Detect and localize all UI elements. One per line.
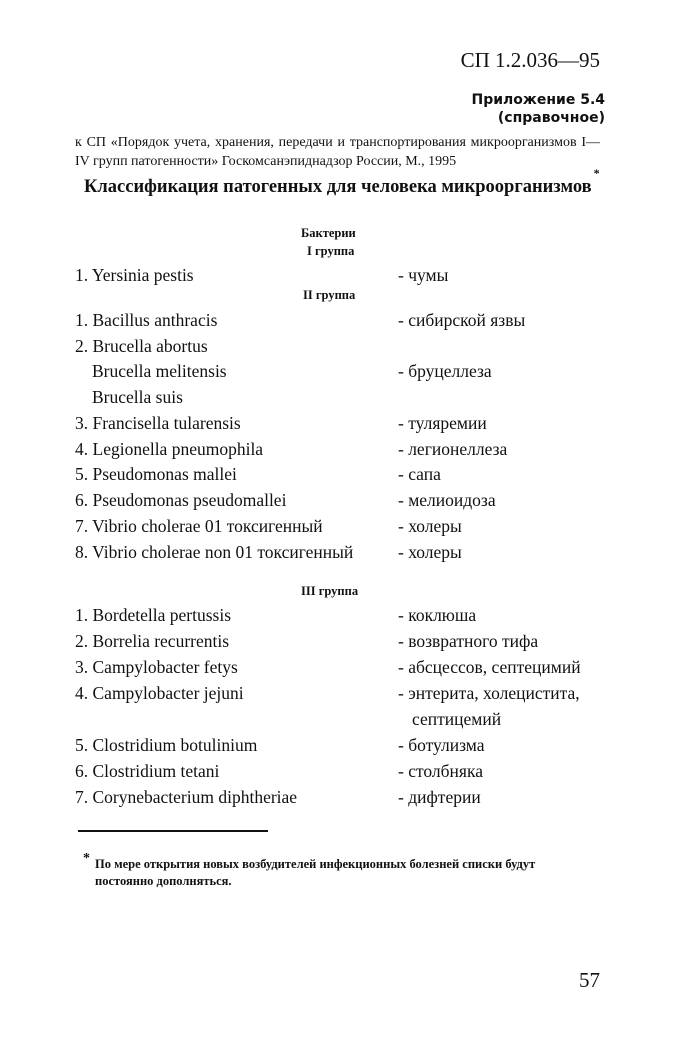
- list-item-name: 7. Vibrio cholerae 01 токсигенный: [75, 516, 323, 536]
- list-item-name: 4. Legionella pneumophila: [75, 439, 264, 459]
- list-item-disease: - туляремии: [398, 413, 487, 433]
- list-item-disease: септицемий: [412, 709, 502, 729]
- appendix-title: Приложение 5.4: [471, 92, 605, 108]
- list-item-disease: - сапа: [398, 464, 441, 484]
- list-item-name: 8. Vibrio cholerae non 01 токсигенный: [75, 542, 354, 562]
- page-title-text: Классификация патогенных для человека микроорганизмов: [84, 177, 592, 198]
- list-item-disease: - ботулизма: [398, 735, 485, 755]
- footnote-divider: [78, 830, 268, 832]
- list-item-disease: - бруцеллеза: [398, 361, 492, 381]
- list-item-disease: - возвратного тифа: [398, 631, 539, 651]
- list-item-disease: - чумы: [398, 265, 449, 285]
- list-item-name: 6. Clostridium tetani: [75, 761, 220, 781]
- reference-text: к СП «Порядок учета, хранения, передачи и транспортирования микроорганизмов I—IV групп патогенности» Госкомсанэпиднадзор России, М., 1995: [75, 135, 600, 169]
- list-item-disease: - мелиоидоза: [398, 490, 496, 510]
- list-item-disease: - холеры: [398, 516, 462, 536]
- footnote-star: *: [83, 851, 90, 866]
- list-item-name: Brucella melitensis: [92, 361, 227, 381]
- list-item-disease: - сибирской язвы: [398, 310, 526, 330]
- list-item-name: 5. Pseudomonas mallei: [75, 464, 237, 484]
- list-item-disease: - холеры: [398, 542, 462, 562]
- list-item-name: 2. Brucella abortus: [75, 336, 208, 356]
- page-number: 57: [579, 968, 600, 992]
- section-category: Бактерии: [301, 226, 356, 240]
- list-item-name: 1. Yersinia pestis: [75, 265, 194, 285]
- group-label-3: III группа: [301, 584, 359, 598]
- list-item-name: 1. Bordetella pertussis: [75, 605, 232, 625]
- footnote-marker: *: [593, 166, 600, 180]
- list-item-name: 6. Pseudomonas pseudomallei: [75, 490, 287, 510]
- list-item-name: Brucella suis: [92, 387, 183, 407]
- page-title: [84, 166, 600, 198]
- list-item-disease: - коклюша: [398, 605, 477, 625]
- document-code: СП 1.2.036—95: [460, 48, 600, 72]
- list-item-name: 3. Campylobacter fetys: [75, 657, 238, 677]
- list-item-name: 7. Corynebacterium diphtheriae: [75, 787, 298, 807]
- list-item-disease: - абсцессов, септецимий: [398, 657, 581, 677]
- list-item-disease: - столбняка: [398, 761, 483, 781]
- list-item-name: 3. Francisella tularensis: [75, 413, 241, 433]
- list-item-disease: - дифтерии: [398, 787, 481, 807]
- group-label-1: I группа: [307, 244, 355, 258]
- list-item-name: 5. Clostridium botulinium: [75, 735, 258, 755]
- list-item-name: 1. Bacillus anthracis: [75, 310, 218, 330]
- footnote-text: По мере открытия новых возбудителей инфекционных болезней списки будут постоянно дополняться.: [95, 857, 536, 888]
- list-item-name: 2. Borrelia recurrentis: [75, 631, 230, 651]
- list-item-disease: - энтерита, холецистита,: [398, 683, 580, 703]
- list-item-disease: - легионеллеза: [398, 439, 508, 459]
- appendix-note: (справочное): [497, 110, 605, 126]
- list-item-name: 4. Campylobacter jejuni: [75, 683, 244, 703]
- group-label-2: II группа: [303, 288, 356, 302]
